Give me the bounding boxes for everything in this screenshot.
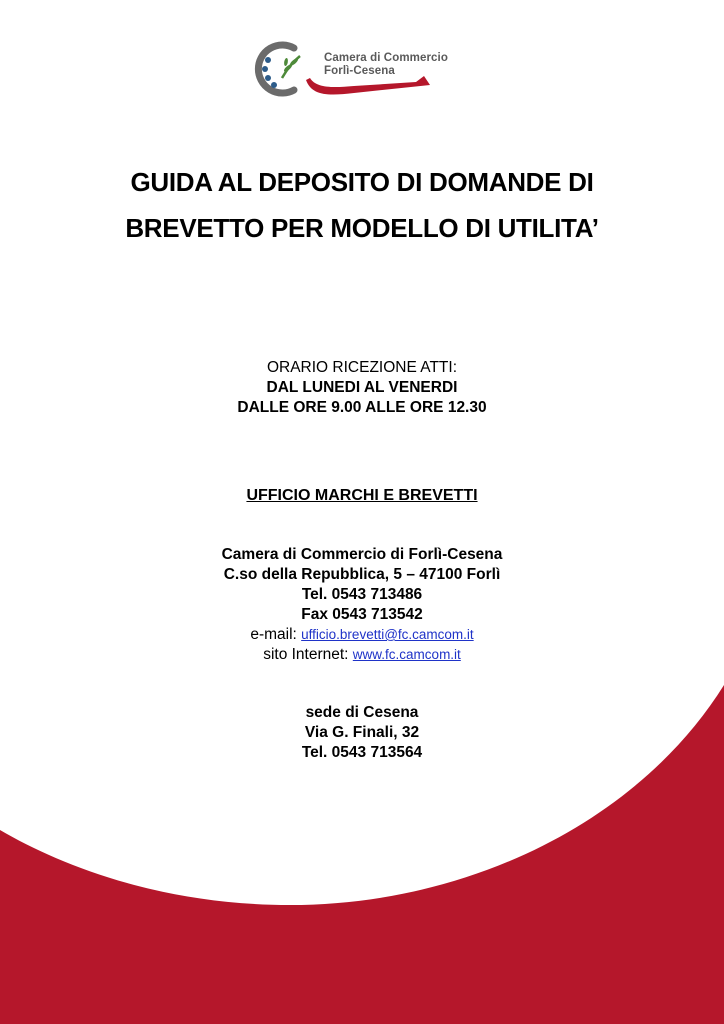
contact-site-row: [0, 645, 724, 665]
contact-tel: Tel. 0543 713486: [301, 586, 423, 603]
reception-hours: [0, 358, 724, 418]
hours-heading: ORARIO RICEZIONE ATTI:: [266, 359, 458, 376]
page-title-line-2: BREVETTO PER MODELLO DI UTILITA’: [125, 213, 599, 243]
office-heading: [0, 486, 724, 506]
logo-wordmark: [324, 52, 448, 78]
cesena-address: Via G. Finali, 32: [304, 724, 420, 741]
cesena-heading: sede di Cesena: [305, 704, 419, 721]
hours-days: DAL LUNEDI AL VENERDI: [266, 379, 458, 396]
cesena-tel: Tel. 0543 713564: [301, 744, 423, 761]
logo-line-2: Forlì-Cesena: [324, 65, 395, 77]
hours-times: DALLE ORE 9.00 ALLE ORE 12.30: [237, 399, 487, 416]
page-title-line-1: GUIDA AL DEPOSITO DI DOMANDE DI: [130, 167, 594, 197]
contact-org: Camera di Commercio di Forlì-Cesena: [221, 546, 503, 563]
contact-email-row: [0, 625, 724, 645]
website-link[interactable]: www.fc.camcom.it: [352, 647, 461, 662]
email-link[interactable]: ufficio.brevetti@fc.camcom.it: [301, 627, 474, 642]
contact-info: [0, 545, 724, 665]
logo-line-1: Camera di Commercio: [324, 52, 448, 64]
contact-address: C.so della Repubblica, 5 – 47100 Forlì: [223, 566, 501, 583]
cesena-office: [0, 703, 724, 763]
email-label: e-mail:: [250, 626, 302, 643]
contact-fax: Fax 0543 713542: [301, 606, 423, 623]
office-name: UFFICIO MARCHI E BREVETTI: [246, 487, 478, 504]
site-label: sito Internet:: [263, 646, 353, 663]
